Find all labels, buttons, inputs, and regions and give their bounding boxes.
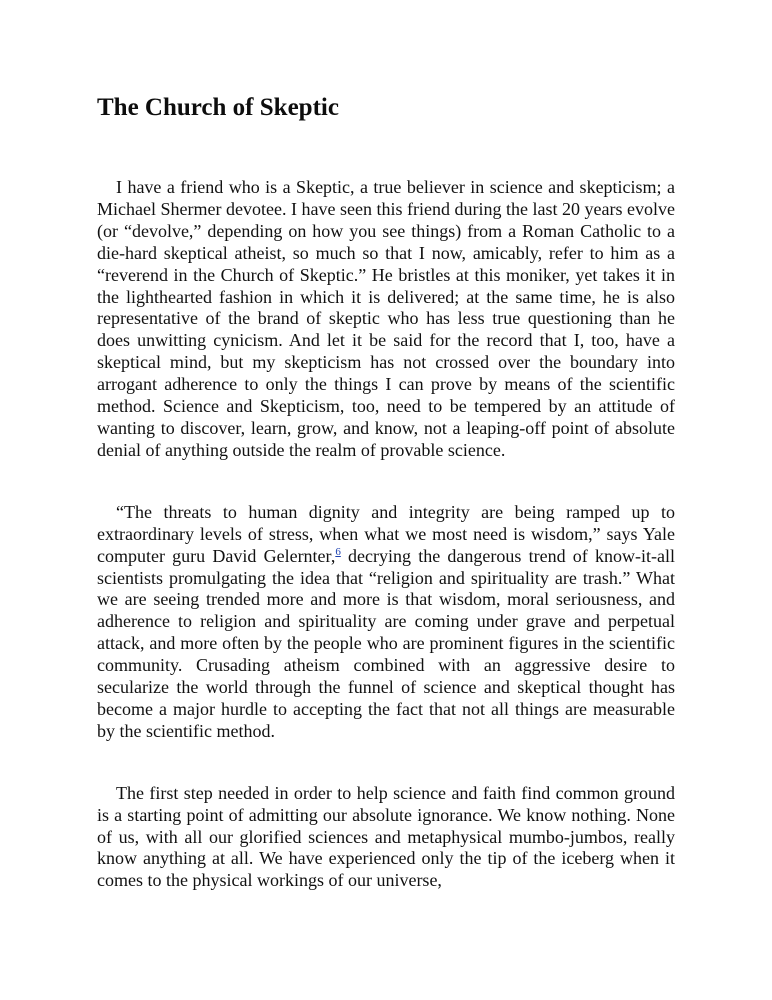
paragraph-first-step: The first step needed in order to help science and faith find common ground is a starting point of admitting our absolute ignorance. We know nothing. None of us, with all our glorified sciences and metaphysical mumbo-jumbos, really know anything at all. We have experienced only the tip of the iceberg when it comes to the physical workings of our universe, (97, 782, 675, 891)
paragraph-gelernter-quote (97, 502, 675, 743)
chapter-title: The Church of Skeptic (97, 94, 339, 121)
page-body (97, 92, 675, 892)
footnote-reference-link[interactable]: 6 (335, 545, 341, 558)
paragraph-church-of-skeptic-intro: I have a friend who is a Skeptic, a true believer in science and skepticism; a Michael Shermer devotee. I have seen this friend during the last 20 years evolve (or “devolve,” depending on how you see things) from a Roman Catholic to a die-hard skeptical atheist, so much so that I now, amicably, refer to him as a “reverend in the Church of Skeptic.” He bristles at this moniker, yet takes it in the lighthearted fashion in which it is delivered; at the same time, he is also representative of the brand of skeptic who has less true questioning than he does unwitting cynicism. And let it be said for the record that I, too, have a skeptical mind, but my skepticism has not crossed over the boundary into arrogant adherence to only the things I can prove by means of the scientific method. Science and Skepticism, too, need to be tempered by an attitude of wanting to discover, learn, grow, and know, not a leaping-off point of absolute denial of anything outside the realm of provable science. (97, 177, 675, 460)
paragraph-text-before-footnote: “The threats to human dignity and integrity are being ramped up to extraordinary levels of stress, when what we most need is wisdom,” says Yale computer guru David Gelernter, (97, 501, 675, 566)
paragraph-text-after-footnote: decrying the dangerous trend of know-it-all scientists promulgating the idea that “religion and spirituality are trash.” What we are seeing trended more and more is that wisdom, moral seriousness, and adherence to religion and spirituality are coming under grave and perpetual attack, and more often by the people who are prominent figures in the scientific community. Crusading atheism combined with an aggressive desire to secularize the world through the funnel of science and skeptical thought has become a major hurdle to accepting the fact that not all things are measurable by the scientific method. (97, 545, 675, 741)
